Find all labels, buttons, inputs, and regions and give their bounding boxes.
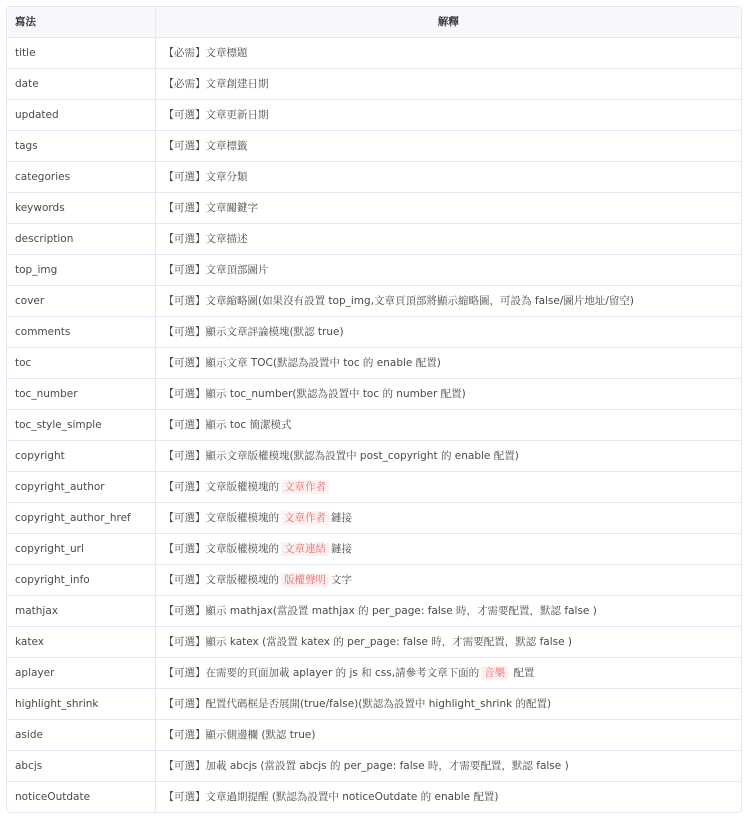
table-row (7, 751, 741, 782)
table-row (7, 286, 741, 317)
table-row (7, 658, 741, 689)
table-row (7, 689, 741, 720)
cell-text: 【可選】文章關鍵字 (163, 202, 258, 214)
cell-text: 【可選】顯示文章版權模塊(默認為設置中 post_copyright 的 enable 配置) (163, 450, 519, 462)
table-body (7, 38, 741, 813)
cell-text: 【可選】文章版權模塊的 (163, 543, 279, 555)
cell-text: 鏈接 (331, 543, 352, 555)
cell-syntax: updated (7, 100, 155, 131)
cell-syntax: date (7, 69, 155, 100)
cell-text: 鏈接 (331, 512, 352, 524)
cell-text: 文字 (331, 574, 352, 586)
cell-explanation (155, 596, 741, 627)
table-row (7, 472, 741, 503)
highlight-tag: 文章連結 (281, 542, 329, 556)
cell-text: 【可選】文章更新日期 (163, 109, 269, 121)
header-cell-syntax: 寫法 (7, 7, 155, 38)
table-row (7, 69, 741, 100)
cell-syntax: cover (7, 286, 155, 317)
cell-syntax: tags (7, 131, 155, 162)
cell-text: 【可選】顯示文章 TOC(默認為設置中 toc 的 enable 配置) (163, 357, 441, 369)
cell-explanation (155, 379, 741, 410)
table-row (7, 193, 741, 224)
cell-text: 【可選】文章版權模塊的 (163, 574, 279, 586)
table-header (7, 7, 741, 38)
cell-syntax: keywords (7, 193, 155, 224)
cell-explanation (155, 224, 741, 255)
cell-syntax: mathjax (7, 596, 155, 627)
cell-syntax: copyright_author_href (7, 503, 155, 534)
header-cell-explanation: 解釋 (155, 7, 741, 38)
cell-text: 【可選】顯示 mathjax(當設置 mathjax 的 per_page: false 時，才需要配置，默認 false ) (163, 605, 597, 617)
front-matter-table (7, 7, 741, 812)
table-row (7, 720, 741, 751)
cell-syntax: comments (7, 317, 155, 348)
cell-explanation (155, 472, 741, 503)
cell-explanation (155, 317, 741, 348)
cell-text: 【可選】配置代碼框是否展開(true/false)(默認為設置中 highlight_shrink 的配置) (163, 698, 552, 710)
cell-text: 【可選】文章過期提醒 (默認為設置中 noticeOutdate 的 enable 配置) (163, 791, 499, 803)
cell-text: 【可選】文章描述 (163, 233, 248, 245)
table-row (7, 131, 741, 162)
cell-explanation (155, 286, 741, 317)
cell-syntax: aplayer (7, 658, 155, 689)
cell-text: 【可選】文章分類 (163, 171, 248, 183)
highlight-tag: 文章作者 (281, 511, 329, 525)
cell-text: 【可選】文章版權模塊的 (163, 481, 279, 493)
cell-syntax: copyright_url (7, 534, 155, 565)
table-row (7, 100, 741, 131)
table-row (7, 38, 741, 69)
cell-explanation (155, 348, 741, 379)
cell-explanation (155, 534, 741, 565)
cell-explanation (155, 162, 741, 193)
cell-text: 【可選】顯示側邊欄 (默認 true) (163, 729, 316, 741)
cell-explanation (155, 565, 741, 596)
cell-syntax: noticeOutdate (7, 782, 155, 813)
cell-syntax: abcjs (7, 751, 155, 782)
table-row (7, 348, 741, 379)
cell-explanation (155, 689, 741, 720)
cell-explanation (155, 69, 741, 100)
cell-text: 【可選】在需要的頁面加載 aplayer 的 js 和 css,請參考文章下面的 (163, 667, 480, 679)
table-row (7, 503, 741, 534)
cell-syntax: categories (7, 162, 155, 193)
cell-text: 【可選】顯示 toc 簡潔模式 (163, 419, 292, 431)
cell-syntax: toc_style_simple (7, 410, 155, 441)
table-row (7, 379, 741, 410)
cell-explanation (155, 658, 741, 689)
cell-text: 【可選】文章縮略圖(如果沒有設置 top_img,文章頁頂部將顯示縮略圖，可設為 false/圖片地址/留空) (163, 295, 635, 307)
cell-syntax: toc (7, 348, 155, 379)
cell-explanation (155, 503, 741, 534)
cell-explanation (155, 720, 741, 751)
cell-syntax: description (7, 224, 155, 255)
cell-text: 配置 (510, 667, 535, 679)
cell-syntax: top_img (7, 255, 155, 286)
table-row (7, 596, 741, 627)
cell-explanation (155, 410, 741, 441)
table-row (7, 255, 741, 286)
cell-text: 【可選】文章標籤 (163, 140, 248, 152)
front-matter-table-container (6, 6, 742, 813)
table-row (7, 627, 741, 658)
cell-explanation (155, 751, 741, 782)
cell-syntax: katex (7, 627, 155, 658)
cell-syntax: copyright_author (7, 472, 155, 503)
cell-explanation (155, 627, 741, 658)
highlight-tag: 文章作者 (281, 480, 329, 494)
cell-explanation (155, 441, 741, 472)
cell-text: 【必需】文章創建日期 (163, 78, 269, 90)
table-row (7, 782, 741, 813)
cell-explanation (155, 100, 741, 131)
cell-syntax: aside (7, 720, 155, 751)
table-row (7, 317, 741, 348)
cell-text: 【可選】顯示文章評論模塊(默認 true) (163, 326, 344, 338)
highlight-tag: 音樂 (481, 666, 508, 680)
cell-explanation (155, 782, 741, 813)
cell-syntax: highlight_shrink (7, 689, 155, 720)
table-row (7, 162, 741, 193)
cell-syntax: toc_number (7, 379, 155, 410)
table-row (7, 410, 741, 441)
header-row (7, 7, 741, 38)
cell-text: 【可選】文章頂部圖片 (163, 264, 269, 276)
cell-syntax: copyright (7, 441, 155, 472)
cell-text: 【可選】顯示 katex (當設置 katex 的 per_page: false 時，才需要配置，默認 false ) (163, 636, 573, 648)
cell-syntax: title (7, 38, 155, 69)
cell-text: 【可選】顯示 toc_number(默認為設置中 toc 的 number 配置) (163, 388, 466, 400)
cell-explanation (155, 193, 741, 224)
table-row (7, 441, 741, 472)
cell-text: 【必需】文章標題 (163, 47, 248, 59)
table-row (7, 224, 741, 255)
cell-text: 【可選】加載 abcjs (當設置 abcjs 的 per_page: false 時，才需要配置，默認 false ) (163, 760, 569, 772)
cell-explanation (155, 38, 741, 69)
cell-explanation (155, 255, 741, 286)
table-row (7, 534, 741, 565)
highlight-tag: 版權聲明 (281, 573, 329, 587)
table-row (7, 565, 741, 596)
cell-explanation (155, 131, 741, 162)
cell-syntax: copyright_info (7, 565, 155, 596)
cell-text: 【可選】文章版權模塊的 (163, 512, 279, 524)
